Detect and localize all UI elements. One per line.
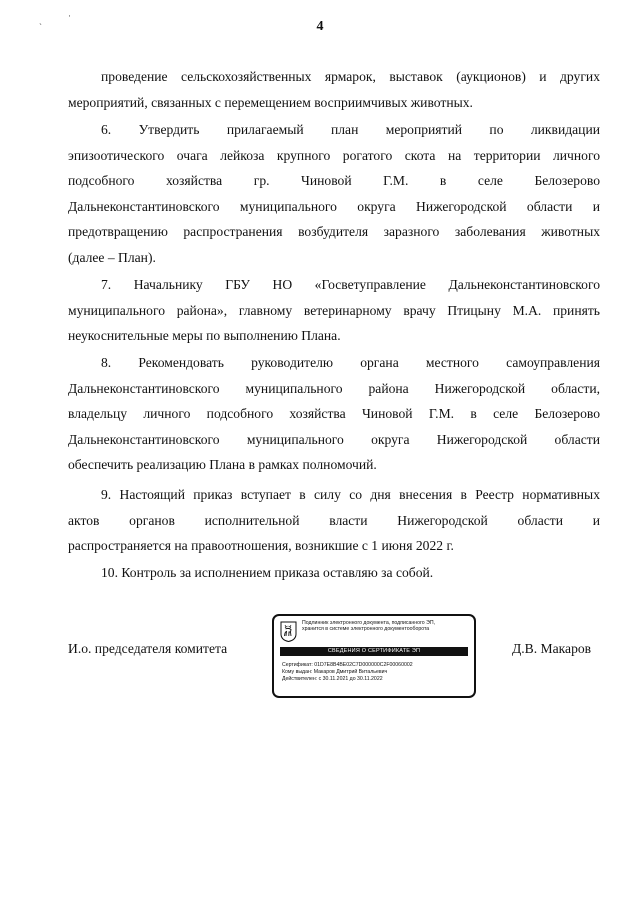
text-line: обеспечить реализацию Плана в рамках полномочий. [68, 457, 377, 473]
text-line: подсобного хозяйства гр. Чиновой Г.М. в селе Белозерово [68, 173, 600, 189]
text-line: 7. Начальнику ГБУ НО «Госветуправление Дальнеконстантиновского [101, 277, 600, 292]
text-line: неукоснительные меры по выполнению Плана. [68, 328, 341, 344]
text-line: 8. Рекомендовать руководителю органа местного самоуправления [101, 355, 600, 370]
text-line: Дальнеконстантиновского муниципального округа Нижегородской области и [68, 198, 600, 214]
text-line: 6. Утвердить прилагаемый план мероприятий по ликвидации [101, 122, 600, 137]
text-line: мероприятий, связанных с перемещением восприимчивых животных. [68, 94, 473, 110]
signer-title: И.о. председателя комитета [68, 641, 228, 656]
paragraph-continuation [68, 64, 600, 115]
scan-mark: · [68, 11, 71, 21]
paragraph-6 [68, 117, 600, 271]
paragraph-7 [68, 272, 600, 349]
certificate-details [282, 662, 472, 683]
scan-mark: ˏ [39, 15, 42, 25]
text-line: муниципального района», главному ветеринарному врачу Птицыну М.А. принять [68, 302, 600, 318]
text-line: владельцу личного подсобного хозяйства Чиновой Г.М. в селе Белозерово [68, 406, 600, 422]
text-line: эпизоотического очага лейкоза крупного рогатого скота на территории личного [68, 147, 600, 163]
paragraph-10 [68, 560, 600, 586]
text-line: распространяется на правоотношения, возникшие с 1 июня 2022 г. [68, 538, 454, 554]
text-line: 9. Настоящий приказ вступает в силу со дня внесения в Реестр нормативных [101, 487, 600, 502]
page-number: 4 [316, 19, 324, 34]
text-line: актов органов исполнительной власти Нижегородской области и [68, 512, 600, 528]
paragraph-9 [68, 482, 600, 559]
signer-name: Д.В. Макаров [512, 641, 592, 656]
certificate-header: СВЕДЕНИЯ О СЕРТИФИКАТЕ ЭП [280, 647, 468, 656]
certificate-owner: Кому выдан: Макаров Дмитрий Витальевич [282, 669, 388, 675]
electronic-signature-stamp [272, 614, 476, 698]
stamp-note [302, 620, 474, 633]
text-line: (далее – План). [68, 249, 156, 265]
certificate-number: Сертификат: 01D7E8B4BE02C7D000000C2F00060002 [282, 662, 413, 668]
certificate-validity: Действителен: с 30.11.2021 до 30.11.2022 [282, 676, 383, 682]
nizhny-novgorod-deer-emblem-icon [280, 621, 297, 642]
stamp-note-line: Подлинник электронного документа, подписанного ЭП, [302, 620, 436, 626]
text-line: предотвращению распространения возбудителя заразного заболевания животных [68, 224, 600, 240]
paragraph-8 [68, 350, 600, 478]
text-line: Дальнеконстантиновского муниципального округа Нижегородской области [68, 431, 600, 447]
stamp-note-line: хранится в системе электронного документооборота [302, 626, 430, 633]
text-line: 10. Контроль за исполнением приказа оставляю за собой. [101, 565, 434, 580]
text-line: Дальнеконстантиновского муниципального района Нижегородской области, [68, 380, 600, 396]
text-line: проведение сельскохозяйственных ярмарок, выставок (аукционов) и других [101, 69, 600, 84]
